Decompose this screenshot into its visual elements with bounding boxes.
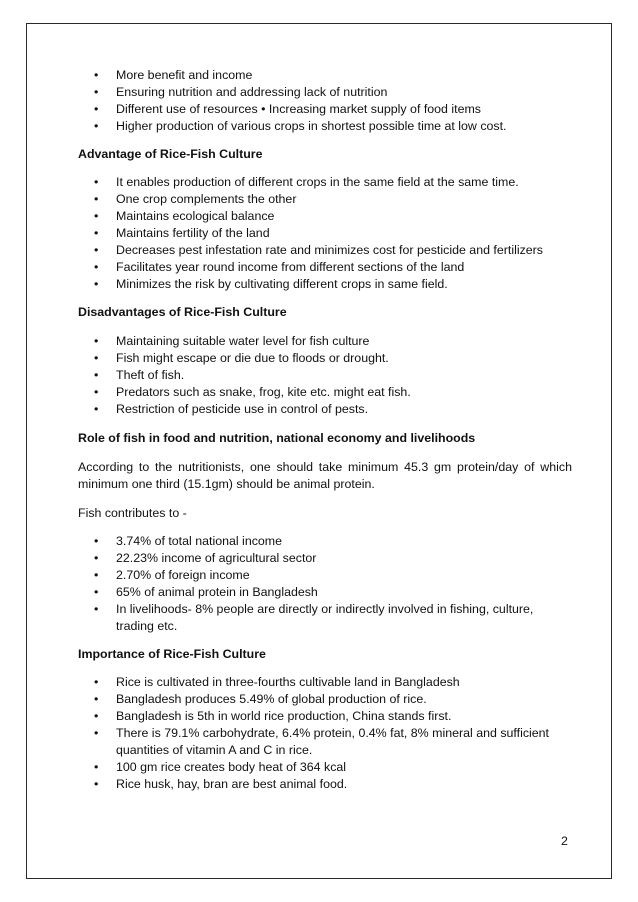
disadvantages-heading: Disadvantages of Rice-Fish Culture [78, 305, 287, 319]
bullet-icon: • [94, 568, 99, 582]
list-item-text: Facilitates year round income from different sections of the land [116, 260, 465, 274]
list-item [78, 533, 572, 550]
bullet-icon: • [94, 709, 99, 723]
bullet-icon: • [94, 692, 99, 706]
list-item-text: 100 gm rice creates body heat of 364 kcal [116, 760, 347, 774]
list-item-text: Rice husk, hay, bran are best animal food. [116, 777, 348, 791]
list-item-text: One crop complements the other [116, 192, 297, 206]
bullet-icon: • [94, 675, 99, 689]
list-item [78, 225, 572, 242]
bullet-icon: • [94, 209, 99, 223]
list-item-text: Bangladesh produces 5.49% of global production of rice. [116, 692, 427, 706]
bullet-icon: • [94, 68, 99, 82]
list-item-text: Rice is cultivated in three-fourths cultivable land in Bangladesh [116, 675, 460, 689]
list-item [78, 367, 572, 384]
bullet-icon: • [94, 726, 99, 740]
list-item-text: Bangladesh is 5th in world rice production, China stands first. [116, 709, 452, 723]
list-item-text: It enables production of different crops in the same field at the same time. [116, 175, 519, 189]
list-item-text: 3.74% of total national income [116, 534, 283, 548]
bullet-icon: • [94, 534, 99, 548]
list-item [78, 191, 572, 208]
list-item [78, 259, 572, 276]
bullet-icon: • [94, 585, 99, 599]
bullet-icon: • [94, 226, 99, 240]
bullet-icon: • [94, 85, 99, 99]
list-item [78, 208, 572, 225]
list-item-text: Maintaining suitable water level for fish culture [116, 334, 370, 348]
bullet-icon: • [94, 175, 99, 189]
list-item [78, 174, 572, 191]
list-item-text: Different use of resources • Increasing market supply of food items [116, 102, 481, 116]
list-item [78, 601, 572, 635]
disadvantages-list [78, 333, 572, 418]
role-paragraph: According to the nutritionists, one should take minimum 45.3 gm protein/day of which minimum one third (15.1gm) should be animal protein. [78, 460, 572, 491]
list-item [78, 776, 572, 793]
bullet-icon: • [94, 402, 99, 416]
bullet-icon: • [94, 602, 99, 616]
list-item-text: Minimizes the risk by cultivating different crops in same field. [116, 277, 448, 291]
list-item [78, 84, 572, 101]
bullet-icon: • [94, 243, 99, 257]
bullet-icon: • [94, 119, 99, 133]
bullet-icon: • [94, 102, 99, 116]
list-item-text: Maintains ecological balance [116, 209, 275, 223]
list-item-text: 2.70% of foreign income [116, 568, 250, 582]
bullet-icon: • [94, 777, 99, 791]
list-item [78, 242, 572, 259]
list-item [78, 384, 572, 401]
list-item [78, 118, 572, 135]
list-item-text: Theft of fish. [116, 368, 185, 382]
list-item-text: There is 79.1% carbohydrate, 6.4% protein, 0.4% fat, 8% mineral and sufficient quantities of vitamin A and C in rice. [116, 726, 549, 757]
bullet-icon: • [94, 551, 99, 565]
list-item-text: Higher production of various crops in shortest possible time at low cost. [116, 119, 507, 133]
list-item [78, 674, 572, 691]
list-item [78, 567, 572, 584]
bullet-icon: • [94, 760, 99, 774]
bullet-icon: • [94, 385, 99, 399]
role-list [78, 533, 572, 635]
list-item-text: Ensuring nutrition and addressing lack of nutrition [116, 85, 388, 99]
list-item-text: Predators such as snake, frog, kite etc. might eat fish. [116, 385, 411, 399]
advantages-heading: Advantage of Rice-Fish Culture [78, 147, 263, 161]
list-item-text: Maintains fertility of the land [116, 226, 270, 240]
list-item-text: 65% of animal protein in Bangladesh [116, 585, 318, 599]
list-item-text: Decreases pest infestation rate and minimizes cost for pesticide and fertilizers [116, 243, 543, 257]
list-item [78, 276, 572, 293]
importance-heading: Importance of Rice-Fish Culture [78, 647, 266, 661]
list-item-text: Restriction of pesticide use in control of pests. [116, 402, 369, 416]
list-item [78, 691, 572, 708]
page-content [78, 67, 572, 793]
list-item-text: Fish might escape or die due to floods or drought. [116, 351, 389, 365]
list-item [78, 101, 572, 118]
page-number: 2 [561, 834, 568, 848]
role-heading: Role of fish in food and nutrition, national economy and livelihoods [78, 431, 476, 445]
list-item [78, 401, 572, 418]
advantages-list [78, 174, 572, 293]
list-item [78, 67, 572, 84]
list-item-text: More benefit and income [116, 68, 253, 82]
list-item [78, 759, 572, 776]
list-item [78, 584, 572, 601]
bullet-icon: • [94, 334, 99, 348]
list-item-text: 22.23% income of agricultural sector [116, 551, 317, 565]
bullet-icon: • [94, 368, 99, 382]
importance-list [78, 674, 572, 793]
list-item [78, 550, 572, 567]
role-lead: Fish contributes to - [78, 506, 187, 520]
bullet-icon: • [94, 192, 99, 206]
list-item [78, 333, 572, 350]
bullet-icon: • [94, 351, 99, 365]
list-item [78, 350, 572, 367]
bullet-icon: • [94, 277, 99, 291]
list-item [78, 725, 572, 759]
intro-list [78, 67, 572, 135]
list-item-text: In livelihoods- 8% people are directly or indirectly involved in fishing, culture, trading etc. [116, 602, 534, 633]
list-item [78, 708, 572, 725]
bullet-icon: • [94, 260, 99, 274]
